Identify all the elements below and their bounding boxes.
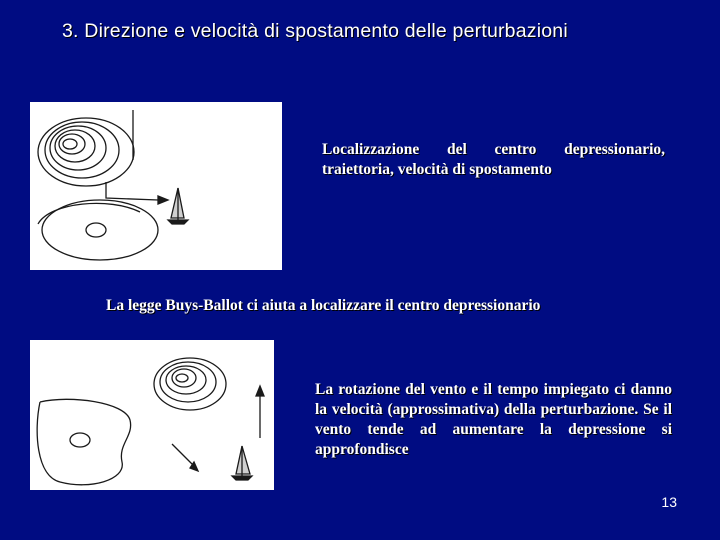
caption-wind-rotation: La rotazione del vento e il tempo impiegato ci danno la velocità (approssimativa) della perturbazione. Se il vento tende ad aumentare la depressione si approfondisce bbox=[315, 381, 672, 458]
isobar-diagram-top bbox=[30, 102, 282, 270]
isobar-sketch-bottom bbox=[30, 340, 274, 490]
isobar-sketch-top bbox=[30, 102, 282, 270]
isobar-diagram-bottom bbox=[30, 340, 274, 490]
caption-localization: Localizzazione del centro depressionario, traiettoria, velocità di spostamento bbox=[322, 141, 665, 178]
page-number: 13 bbox=[661, 494, 677, 510]
slide-title: 3. Direzione e velocità di spostamento delle perturbazioni bbox=[62, 20, 568, 42]
caption-buys-ballot: La legge Buys-Ballot ci aiuta a localizzare il centro depressionario bbox=[106, 297, 541, 314]
